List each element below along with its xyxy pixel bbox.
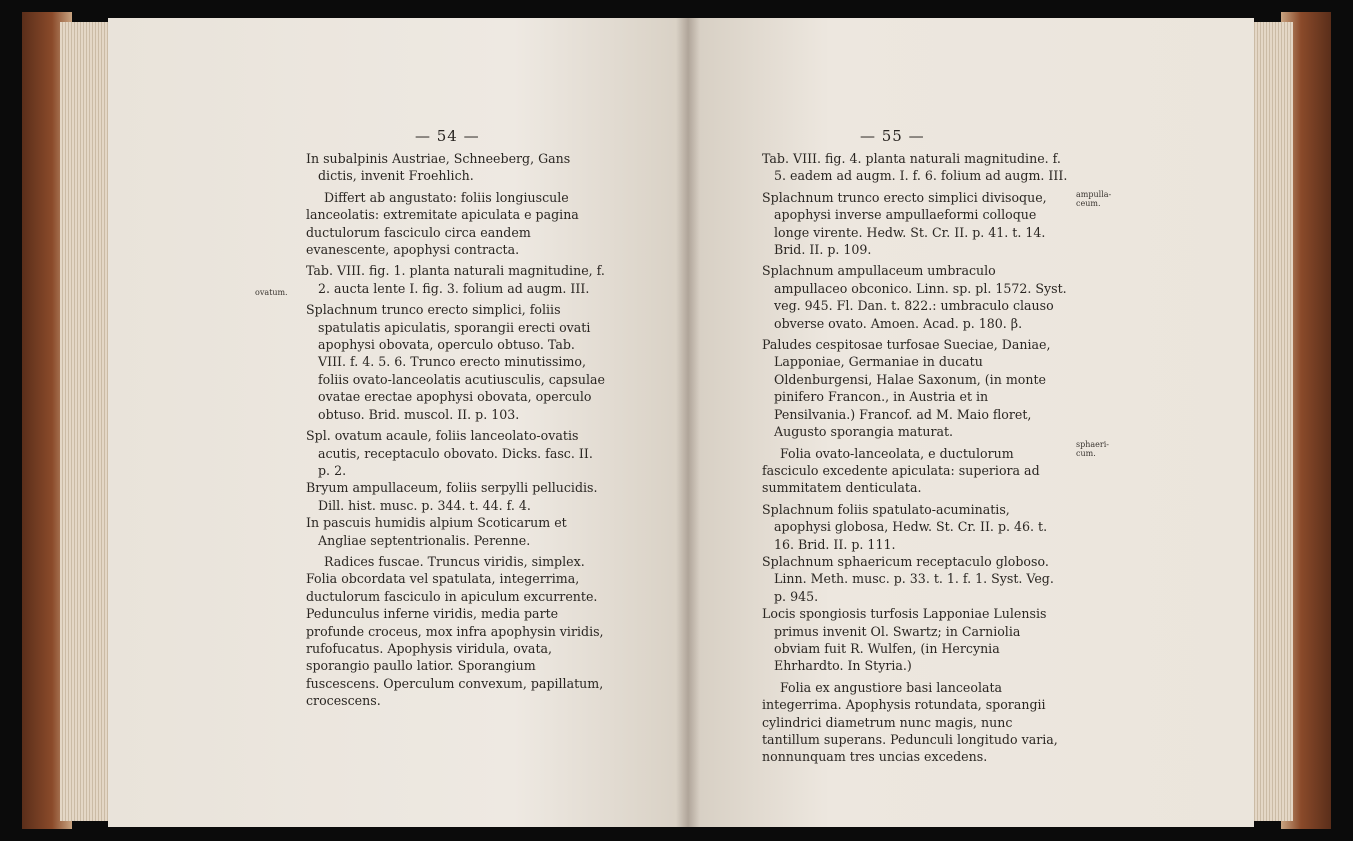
paragraph: Folia ovato-lanceolata, e ductulorum fasciculo excedente apiculata: superiora ad summitatem denticulata.: [762, 445, 1040, 496]
paragraph: Bryum ampullaceum, foliis serpylli pellucidis. Dill. hist. musc. p. 344. t. 44. f. 4.: [306, 480, 598, 513]
margin-note-ovatum: ovatum.: [255, 288, 288, 297]
margin-note-ampullaceum: ampulla- ceum.: [1076, 190, 1112, 208]
page-number-right: — 55 —: [860, 127, 925, 145]
paragraph: Spl. ovatum acaule, foliis lanceolato-ovatis acutis, receptaculo obovato. Dicks. fasc. II. p. 2.: [306, 428, 593, 478]
right-page-text: [762, 150, 1068, 766]
paragraph: In subalpinis Austriae, Schneeberg, Gans dictis, invenit Froehlich.: [306, 151, 571, 184]
paragraph: Paludes cespitosae turfosae Sueciae, Daniae, Lapponiae, Germaniae in ducatu Oldenburgensi, Halae Saxonum, (in monte pinifero Francon., in Austria et in Pensilvania.) Francof. ad M. Maio floret, Augusto sporangia maturat.: [762, 337, 1051, 440]
paragraph: Differt ab angustato: foliis longiuscule lanceolatis: extremitate apiculata e pagina ductulorum fasciculo circa eandem evanescente, apophysi contracta.: [306, 189, 579, 258]
paragraph: Folia ex angustiore basi lanceolata integerrima. Apophysis rotundata, sporangii cylindrici diametrum nunc magis, nunc tantillum superans. Pedunculi longitudo varia, nonnunquam tres uncias excedens.: [762, 679, 1058, 765]
paragraph: Splachnum foliis spatulato-acuminatis, apophysi globosa, Hedw. St. Cr. II. p. 46. t. 16. Brid. II. p. 111.: [762, 501, 1048, 552]
book-gutter: [676, 18, 700, 827]
margin-note-sphaericum: sphaeri- cum.: [1076, 440, 1109, 458]
paragraph: In pascuis humidis alpium Scoticarum et Angliae septentrionalis. Perenne.: [306, 515, 567, 548]
paragraph: Tab. VIII. fig. 4. planta naturali magnitudine. f. 5. eadem ad augm. I. f. 6. folium ad augm. III.: [762, 151, 1068, 184]
paragraph: Splachnum trunco erecto simplici divisoque, apophysi inverse ampullaeformi colloque longe virente. Hedw. St. Cr. II. p. 41. t. 14. Brid. II. p. 109.: [762, 189, 1047, 258]
paragraph: Radices fuscae. Truncus viridis, simplex. Folia obcordata vel spatulata, integerrima, ductulorum fasciculo in apiculum excurrente. Pedunculus inferne viridis, media parte profunde croceus, mox infra apophysin viridis, rufofucatus. Apophysis viridula, ovata, sporangio paullo latior. Sporangium fuscescens. Operculum convexum, papillatum, crocescens.: [306, 553, 604, 709]
left-page-text: [306, 150, 606, 710]
paragraph: Splachnum trunco erecto simplici, foliis spatulatis apiculatis, sporangii erecti ovati apophysi obovata, operculo obtuso. Tab. VIII. f. 4. 5. 6. Trunco erecto minutissimo, foliis ovato-lanceolatis acutiusculis, capsulae ovatae erectae apophysi obovata, operculo obtuso. Brid. muscol. II. p. 103.: [306, 302, 605, 422]
paragraph: Splachnum ampullaceum umbraculo ampullaceo obconico. Linn. sp. pl. 1572. Syst. veg. 945. Fl. Dan. t. 822.: umbraculo clauso obverse ovato. Amoen. Acad. p. 180. β.: [762, 263, 1067, 331]
paragraph: Splachnum sphaericum receptaculo globoso. Linn. Meth. musc. p. 33. t. 1. f. 1. Syst. Veg. p. 945.: [762, 553, 1054, 604]
page-number-left: — 54 —: [415, 127, 480, 145]
paragraph: Tab. VIII. fig. 1. planta naturali magnitudine, f. 2. aucta lente I. fig. 3. folium ad augm. III.: [306, 263, 605, 296]
paragraph: Locis spongiosis turfosis Lapponiae Lulensis primus invenit Ol. Swartz; in Carniolia obviam fuit R. Wulfen, (in Hercynia Ehrhardto. In Styria.): [762, 606, 1047, 674]
